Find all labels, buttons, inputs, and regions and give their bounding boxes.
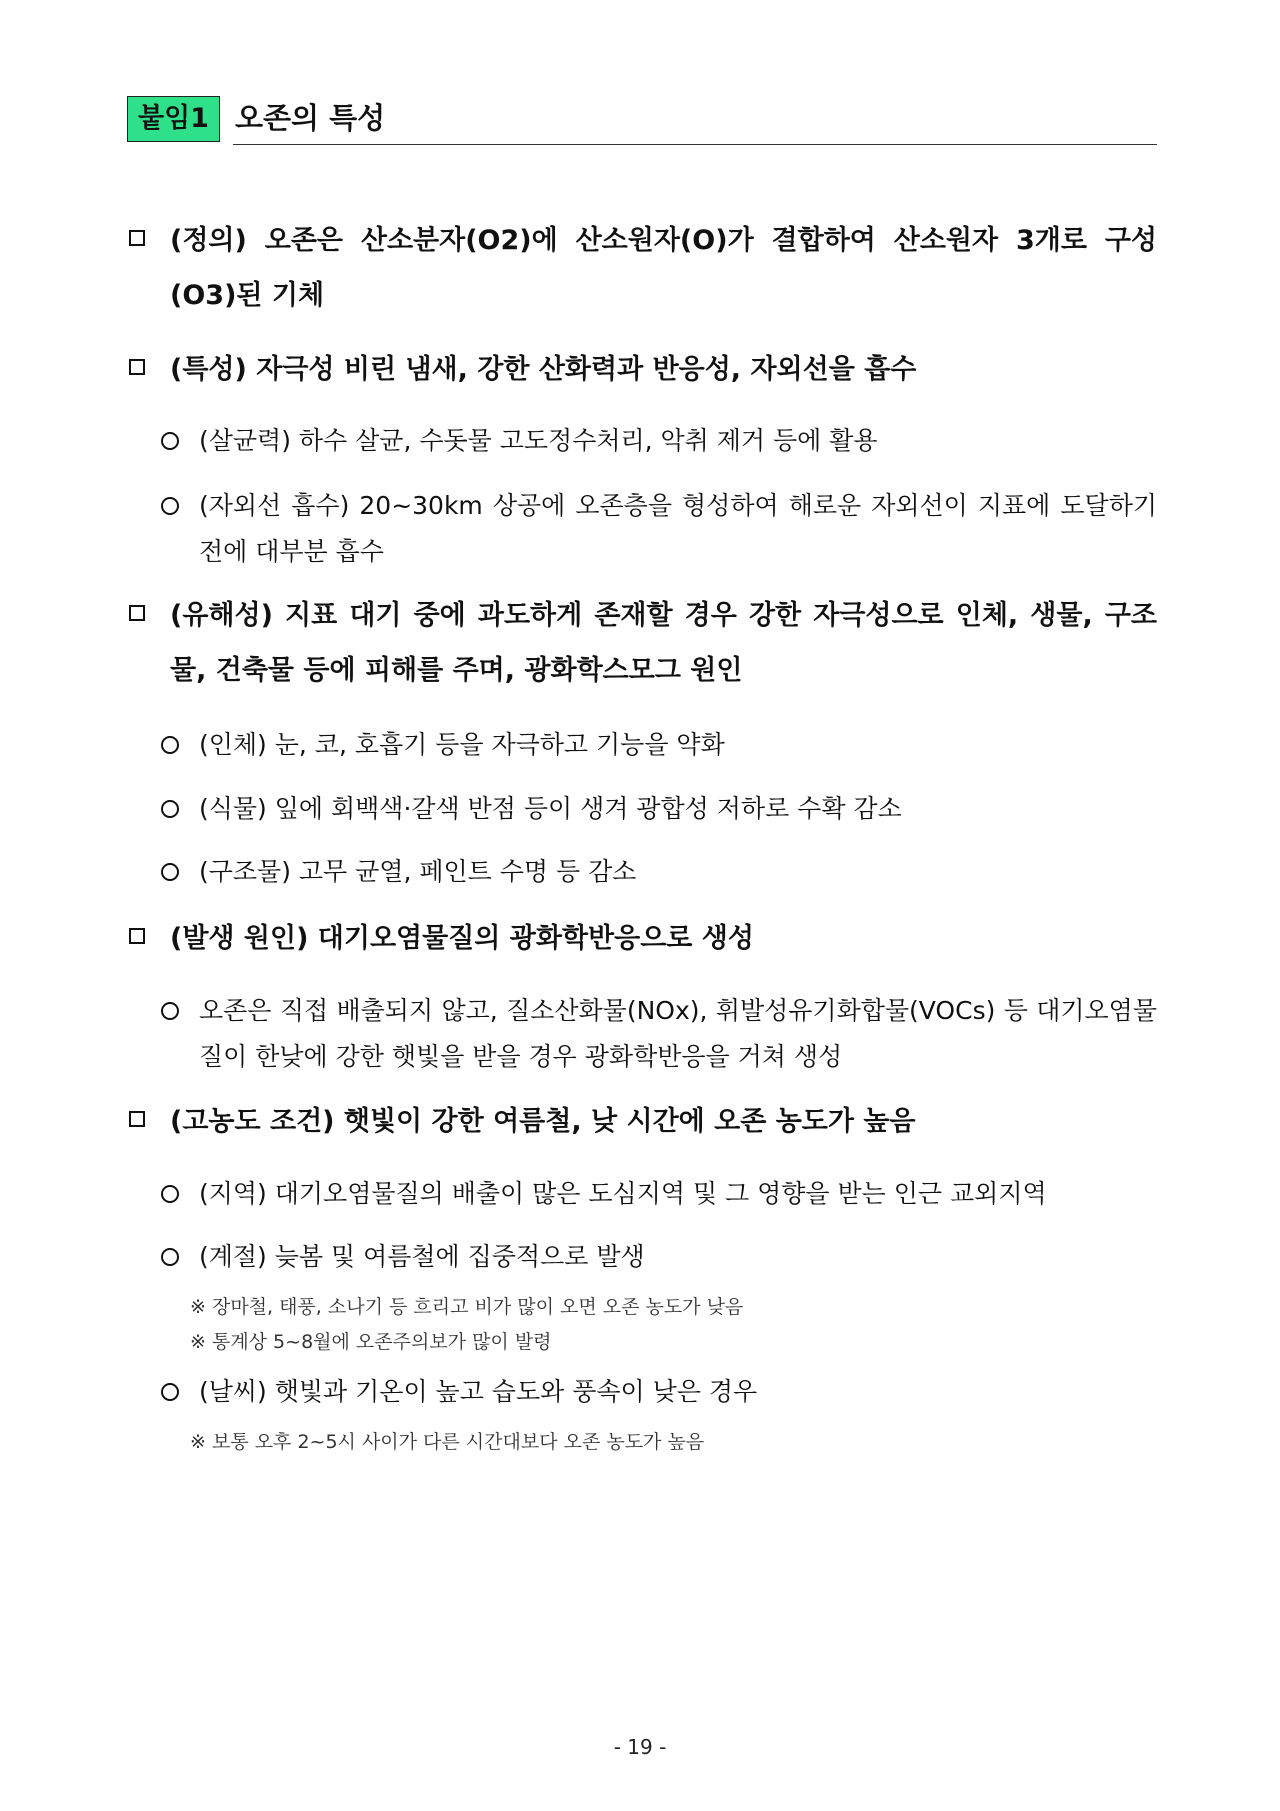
attachment-badge: 붙임1 <box>127 96 220 142</box>
circle-bullet-icon <box>161 1185 179 1203</box>
section-characteristics <box>127 342 1157 397</box>
list-item <box>160 1234 1157 1280</box>
section-harmfulness <box>127 588 1157 698</box>
list-item <box>160 418 1157 464</box>
item-text: (구조물) 고무 균열, 페인트 수명 등 감소 <box>199 857 637 886</box>
page-number: - 19 - <box>613 1735 667 1759</box>
circle-bullet-icon <box>161 1383 179 1401</box>
page-title: 오존의 특성 <box>235 101 386 135</box>
item-text: (지역) 대기오염물질의 배출이 많은 도심지역 및 그 영향을 받는 인근 교외지역 <box>199 1179 1047 1208</box>
circle-bullet-icon <box>161 736 179 754</box>
header-underline <box>233 144 1157 145</box>
circle-bullet-icon <box>161 432 179 450</box>
section-definition <box>127 213 1157 323</box>
list-item <box>160 849 1157 895</box>
list-item <box>160 988 1157 1080</box>
square-bullet-icon <box>129 359 145 375</box>
item-text: (살균력) 하수 살균, 수돗물 고도정수처리, 악취 제거 등에 활용 <box>199 426 878 455</box>
section-text: (특성) 자극성 비린 냄새, 강한 산화력과 반응성, 자외선을 흡수 <box>170 354 917 385</box>
list-item <box>160 786 1157 832</box>
square-bullet-icon <box>129 605 145 621</box>
reference-note: ※ 장마철, 태풍, 소나기 등 흐리고 비가 많이 오면 오존 농도가 낮음 <box>190 1296 744 1318</box>
list-item <box>160 483 1157 575</box>
item-text: (날씨) 햇빛과 기온이 높고 습도와 풍속이 낮은 경우 <box>199 1377 758 1406</box>
section-cause <box>127 911 1157 966</box>
square-bullet-icon <box>129 1111 145 1127</box>
item-text: (인체) 눈, 코, 호흡기 등을 자극하고 기능을 약화 <box>199 730 725 759</box>
list-item <box>160 722 1157 768</box>
list-item <box>160 1171 1157 1217</box>
item-text: 오존은 직접 배출되지 않고, 질소산화물(NOx), 휘발성유기화합물(VOCs) 등 대기오염물질이 한낮에 강한 햇빛을 받을 경우 광화학반응을 거쳐 생성 <box>199 996 1157 1071</box>
item-text: (계절) 늦봄 및 여름철에 집중적으로 발생 <box>199 1242 645 1271</box>
section-high-concentration <box>127 1094 1157 1149</box>
square-bullet-icon <box>129 928 145 944</box>
circle-bullet-icon <box>161 1248 179 1266</box>
reference-note: ※ 통계상 5~8월에 오존주의보가 많이 발령 <box>190 1331 552 1353</box>
item-text: (자외선 흡수) 20~30km 상공에 오존층을 형성하여 해로운 자외선이 지표에 도달하기 전에 대부분 흡수 <box>199 491 1157 566</box>
circle-bullet-icon <box>161 497 179 515</box>
list-item <box>160 1369 1157 1415</box>
section-text: (정의) 오존은 산소분자(O2)에 산소원자(O)가 결합하여 산소원자 3개로 구성(O3)된 기체 <box>170 225 1157 311</box>
circle-bullet-icon <box>161 800 179 818</box>
reference-note: ※ 보통 오후 2~5시 사이가 다른 시간대보다 오존 농도가 높음 <box>190 1431 705 1453</box>
circle-bullet-icon <box>161 863 179 881</box>
item-text: (식물) 잎에 회백색·갈색 반점 등이 생겨 광합성 저하로 수확 감소 <box>199 794 902 823</box>
attachment-header <box>127 96 1157 146</box>
section-text: (유해성) 지표 대기 중에 과도하게 존재할 경우 강한 자극성으로 인체, 생물, 구조물, 건축물 등에 피해를 주며, 광화학스모그 원인 <box>170 600 1157 686</box>
circle-bullet-icon <box>161 1002 179 1020</box>
section-text: (고농도 조건) 햇빛이 강한 여름철, 낮 시간에 오존 농도가 높음 <box>170 1106 916 1137</box>
section-text: (발생 원인) 대기오염물질의 광화학반응으로 생성 <box>170 923 754 954</box>
square-bullet-icon <box>129 230 145 246</box>
